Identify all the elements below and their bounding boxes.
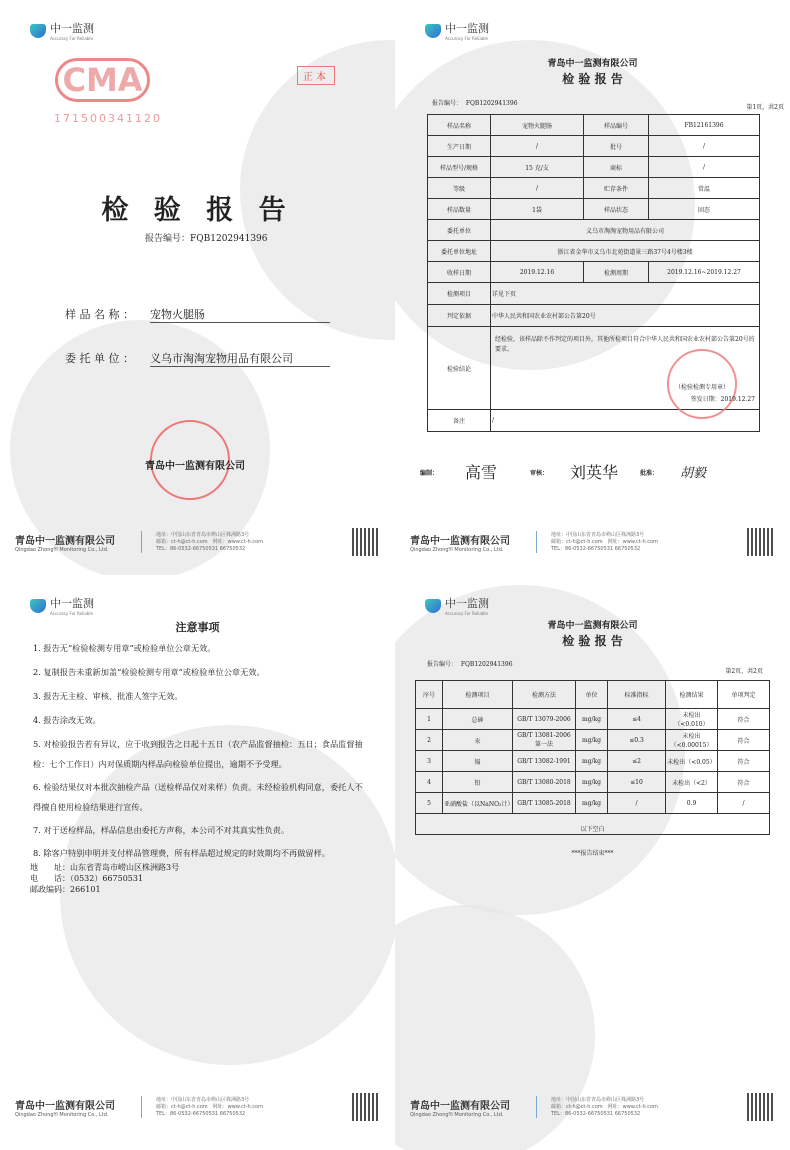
table-cell: GB/T 13081-2006 第一法 <box>513 730 576 751</box>
qr-code-icon <box>352 1093 380 1121</box>
field-value: 常温 <box>649 178 760 199</box>
field-value: / <box>649 157 760 178</box>
table-cell: 符合 <box>718 709 770 730</box>
footer-company-en: Qingdao ZhongYi Monitoring Co., Ltd. <box>410 546 504 553</box>
note-item: 4. 报告涂改无效。 <box>33 715 101 725</box>
report-title: 检 验 报 告 <box>562 634 623 648</box>
field-value: 15 克/支 <box>491 157 584 178</box>
notes-list <box>33 638 368 866</box>
notes-page <box>0 575 395 1150</box>
brand-tagline: Accuracy For Reliable <box>445 36 488 41</box>
logo-icon <box>30 24 46 38</box>
table-cell: mg/kg <box>576 772 608 793</box>
footer-email: 邮箱：ct-h@ct-h.com 网址：www.ct-h.com <box>551 538 658 545</box>
qr-code-icon <box>747 528 775 556</box>
footer-email: 邮箱：ct-h@ct-h.com 网址：www.ct-h.com <box>156 538 263 545</box>
brand-logo <box>425 595 489 616</box>
field-label: 样品编号 <box>584 115 649 136</box>
table-cell: 亚硝酸盐（以NaNO₂计） <box>443 793 513 814</box>
footer-company-en: Qingdao ZhongYi Monitoring Co., Ltd. <box>15 546 109 553</box>
table-cell: 镉 <box>443 751 513 772</box>
table-cell: GB/T 13082-1991 <box>513 751 576 772</box>
footer-address: 地址：中国山东省青岛市崂山区株洲路3号 <box>551 1096 645 1103</box>
table-cell: ≤0.3 <box>608 730 666 751</box>
brand-logo <box>30 20 94 41</box>
column-header: 检测方法 <box>513 681 576 709</box>
column-header: 单项判定 <box>718 681 770 709</box>
brand-tagline: Accuracy For Reliable <box>50 36 93 41</box>
table-cell: mg/kg <box>576 730 608 751</box>
table-cell: 3 <box>416 751 443 772</box>
table-cell: 未检出（<0.010） <box>666 709 718 730</box>
note-item: 6. 检验结果仅对本批次抽检产品（送检样品仅对来样）负责。未经检验机构同意，委托人不得擅自使用检验结果进行宣传。 <box>33 782 363 812</box>
contact-info <box>30 862 179 895</box>
sample-name-label: 样 品 名 称 ： <box>65 308 134 321</box>
footer-company: 青岛中一监测有限公司 <box>410 535 510 547</box>
brand-logo <box>425 20 489 41</box>
table-row <box>416 772 770 793</box>
issue-date: 签发日期：2019.12.27 <box>690 396 755 403</box>
page-info: 第2页，共2页 <box>725 668 763 675</box>
approve-signature: 胡毅 <box>680 466 707 481</box>
contact-address: 地 址：山东省青岛市崂山区株洲路3号 <box>30 863 180 872</box>
brand-logo <box>30 595 94 616</box>
footer-tel: TEL：86-0532-66750531 66750532 <box>551 1110 641 1117</box>
seal-note: （检验检测专用章） <box>674 384 729 391</box>
approve-label: 批准： <box>640 470 659 477</box>
report-page-2 <box>395 575 790 1150</box>
qr-code-icon <box>352 528 380 556</box>
qr-code-icon <box>747 1093 775 1121</box>
compile-signature: 高雪 <box>465 463 498 482</box>
page-footer <box>15 1087 380 1127</box>
client-label: 委 托 单 位 ： <box>65 352 134 365</box>
brand-tagline: Accuracy For Reliable <box>445 611 488 616</box>
brand-name: 中一监测 <box>445 597 489 610</box>
table-cell: ≤2 <box>608 751 666 772</box>
table-row <box>416 751 770 772</box>
table-cell: / <box>718 793 770 814</box>
footer-company: 青岛中一监测有限公司 <box>410 1100 510 1112</box>
cover-title: 检 验 报 告 <box>101 195 294 226</box>
cover-report-no: 报告编号：FQB1202941396 <box>145 234 268 244</box>
table-cell: 4 <box>416 772 443 793</box>
table-cell: 铅 <box>443 772 513 793</box>
footer-tel: TEL：86-0532-66750531 66750532 <box>156 1110 246 1117</box>
footer-address: 地址：中国山东省青岛市崂山区株洲路3号 <box>156 1096 250 1103</box>
original-stamp: 正本 <box>297 66 335 85</box>
report-number: 报告编号： FQB1202941396 <box>432 100 518 107</box>
table-row <box>416 793 770 814</box>
sample-info-table: 样品名称 宠物火腿肠 样品编号 FB12161396 生产日期 / 批号 / 样品型号/规格 15 克/支 商标 / 等级 / 贮存条件 常温 样品数量 1袋 样品状态 固态 委托单位 义乌市淘淘宠物用品有限公司 委托单位地址 浙江省金华市义乌市北苑街道景三路37号4号楼3楼 收样日期 2019.12.16 检测周期 2019.12.16~2019.12.27 检测项目 详见下页 判定依据 中华人民共和国农业农村部公告第20号 检验结论 经检验，该样品除不作判定的项目外，其他所检项目符合中华人民共和国农业农村部公告第20号的要求。 （检验检测专用章） 签发日期：2019.12.27 备注 / <box>427 114 760 432</box>
test-results-table <box>415 680 770 835</box>
page-footer <box>15 522 380 562</box>
note-item: 2. 复制报告未重新加盖“检验检测专用章”或检验单位公章无效。 <box>33 667 265 677</box>
note-item: 5. 对检验报告若有异议，应于收到报告之日起十五日（农产品监督抽检：五日；食品监督抽检：七个工作日）内对保质期内样品向检验单位提出，逾期不予受理。 <box>33 739 363 769</box>
issuer-name: 青岛中一监测有限公司 <box>145 461 245 472</box>
blank-note: 以下空白 <box>416 814 770 835</box>
note-item: 1. 报告无“检验检测专用章”或检验单位公章无效。 <box>33 643 216 653</box>
footer-tel: TEL：86-0532-66750531 66750532 <box>551 545 641 552</box>
field-label: 样品名称 <box>428 115 491 136</box>
table-cell: ≤4 <box>608 709 666 730</box>
note-item: 8. 除客户特别申明并支付样品管理费，所有样品超过规定的时效期均不再做留样。 <box>33 848 330 858</box>
table-cell: 未检出（<0.00015） <box>666 730 718 751</box>
footer-company-en: Qingdao ZhongYi Monitoring Co., Ltd. <box>410 1111 504 1118</box>
footer-company-en: Qingdao ZhongYi Monitoring Co., Ltd. <box>15 1111 109 1118</box>
contact-phone: 电 话：（0532）66750531 <box>30 874 144 883</box>
brand-name: 中一监测 <box>445 22 489 35</box>
table-cell: 符合 <box>718 772 770 793</box>
company-heading: 青岛中一监测有限公司 <box>547 621 638 631</box>
table-cell: 符合 <box>718 751 770 772</box>
field-label: 批号 <box>584 136 649 157</box>
table-cell: mg/kg <box>576 751 608 772</box>
page-info: 第1页，共2页 <box>746 104 784 111</box>
footer-company: 青岛中一监测有限公司 <box>15 1100 115 1112</box>
table-cell: mg/kg <box>576 709 608 730</box>
footer-address: 地址：中国山东省青岛市崂山区株洲路3号 <box>156 531 250 538</box>
table-row <box>428 157 760 178</box>
field-label: 商标 <box>584 157 649 178</box>
field-label: 样品数量 <box>428 199 491 220</box>
field-value: / <box>491 136 584 157</box>
brand-name: 中一监测 <box>50 597 94 610</box>
page-footer <box>410 522 775 562</box>
field-value: 固态 <box>649 199 760 220</box>
table-row <box>416 709 770 730</box>
logo-icon <box>30 599 46 613</box>
note-item: 7. 对于送检样品，样品信息由委托方声称，本公司不对其真实性负责。 <box>33 825 290 835</box>
field-value: 1袋 <box>491 199 584 220</box>
column-header: 标准指标 <box>608 681 666 709</box>
contact-postcode: 邮政编码：266101 <box>30 885 101 894</box>
footer-address: 地址：中国山东省青岛市崂山区株洲路3号 <box>551 531 645 538</box>
report-title: 检 验 报 告 <box>562 72 623 86</box>
cover-page <box>0 0 395 575</box>
table-cell: ≤10 <box>608 772 666 793</box>
footer-company: 青岛中一监测有限公司 <box>15 535 115 547</box>
compile-label: 编制： <box>420 470 439 477</box>
cma-number: 171500341120 <box>54 112 162 125</box>
end-note: ***报告结束*** <box>571 850 614 857</box>
column-header: 单位 <box>576 681 608 709</box>
report-number: 报告编号： FQB1202941396 <box>427 661 513 668</box>
field-label: 样品型号/规格 <box>428 157 491 178</box>
table-cell: 符合 <box>718 730 770 751</box>
table-cell: GB/T 13079-2006 <box>513 709 576 730</box>
sample-name-value: 宠物火腿肠 <box>150 306 330 323</box>
table-cell: 0.9 <box>666 793 718 814</box>
table-cell: 2 <box>416 730 443 751</box>
field-label: 等级 <box>428 178 491 199</box>
table-cell: 1 <box>416 709 443 730</box>
footer-email: 邮箱：ct-h@ct-h.com 网址：www.ct-h.com <box>551 1103 658 1110</box>
cma-stamp: CMA <box>55 58 150 102</box>
table-row <box>428 136 760 157</box>
table-cell: 未检出（<0.05） <box>666 751 718 772</box>
table-cell: GB/T 13085-2018 <box>513 793 576 814</box>
field-label: 生产日期 <box>428 136 491 157</box>
field-value: 宠物火腿肠 <box>491 115 584 136</box>
field-value: FB12161396 <box>649 115 760 136</box>
review-label: 审核： <box>530 470 549 477</box>
brand-tagline: Accuracy For Reliable <box>50 611 93 616</box>
table-row <box>416 730 770 751</box>
footer-tel: TEL：86-0532-66750531 66750532 <box>156 545 246 552</box>
logo-icon <box>425 24 441 38</box>
table-cell: GB/T 13080-2018 <box>513 772 576 793</box>
logo-icon <box>425 599 441 613</box>
table-cell: 汞 <box>443 730 513 751</box>
table-row <box>428 115 760 136</box>
note-item: 3. 报告无主检、审核、批准人签字无效。 <box>33 691 183 701</box>
brand-name: 中一监测 <box>50 22 94 35</box>
field-label: 贮存条件 <box>584 178 649 199</box>
table-cell: 未检出（<2） <box>666 772 718 793</box>
notes-title: 注意事项 <box>175 621 220 634</box>
field-value: / <box>491 178 584 199</box>
field-label: 样品状态 <box>584 199 649 220</box>
table-cell: mg/kg <box>576 793 608 814</box>
table-cell: / <box>608 793 666 814</box>
page-footer <box>410 1087 775 1127</box>
table-row <box>428 199 760 220</box>
conclusion-text: 经检验，该样品除不作判定的项目外，其他所检项目符合中华人民共和国农业农村部公告第20号的要求。 <box>495 336 755 353</box>
column-header: 序号 <box>416 681 443 709</box>
company-heading: 青岛中一监测有限公司 <box>547 59 638 69</box>
field-value: / <box>649 136 760 157</box>
review-signature: 刘英华 <box>570 463 619 482</box>
client-value: 义乌市淘淘宠物用品有限公司 <box>150 350 330 367</box>
footer-email: 邮箱：ct-h@ct-h.com 网址：www.ct-h.com <box>156 1103 263 1110</box>
table-cell: 总砷 <box>443 709 513 730</box>
table-row <box>428 178 760 199</box>
table-cell: 5 <box>416 793 443 814</box>
column-header: 检测结果 <box>666 681 718 709</box>
column-header: 检测项目 <box>443 681 513 709</box>
report-page-1 <box>395 0 790 575</box>
